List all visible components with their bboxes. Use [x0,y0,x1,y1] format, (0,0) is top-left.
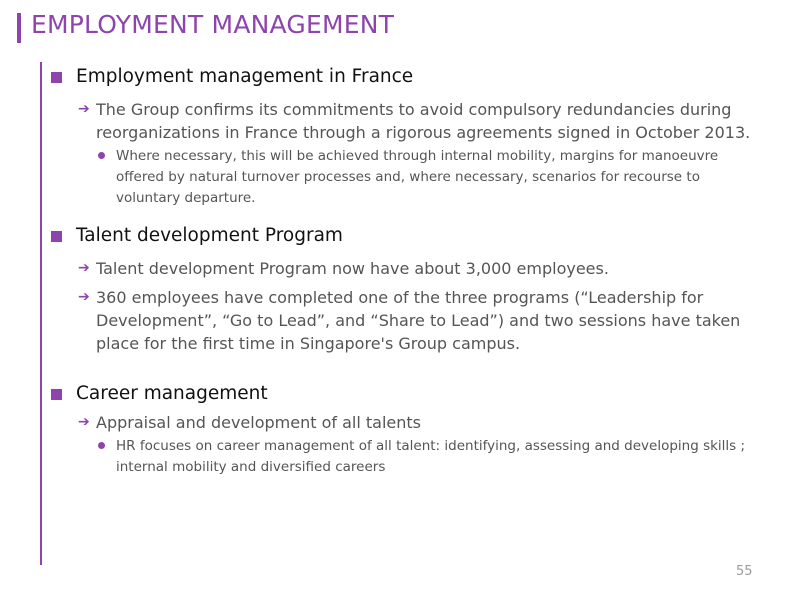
square-bullet-icon [51,231,62,242]
section-heading-row [48,381,768,407]
section-heading-row [48,64,768,90]
section-employment-france [48,64,768,209]
slide-content [48,64,768,478]
sub-bullet-item [96,146,768,209]
bullet-text: 360 employees have completed one of the three programs (“Leadership for Development”, “Go to Lead”, and “Share to Lead”) and two sessions have taken place for the first time in Singapore's Group campus. [96,288,741,353]
title-accent-bar [17,13,21,43]
bullet-item [78,98,768,144]
bullet-text: Talent development Program now have about 3,000 employees. [96,259,609,278]
bullet-item [78,286,768,355]
square-bullet-icon [51,72,62,83]
sub-bullet-item [96,436,768,478]
section-heading: Employment management in France [76,66,414,87]
left-accent-rule [40,62,42,565]
section-heading-row [48,223,768,249]
bullet-item [78,257,768,280]
section-career-management [48,381,768,478]
right-arrow-icon: ➔ [78,414,90,430]
section-talent-development [48,223,768,355]
right-arrow-icon: ➔ [78,260,90,276]
square-bullet-icon [51,389,62,400]
bullet-text: The Group confirms its commitments to avoid compulsory redundancies during reorganizations in France through a rigorous agreements signed in October 2013. [96,100,751,142]
bullet-text: Appraisal and development of all talents [96,413,421,432]
bullet-item [78,411,768,434]
section-heading: Talent development Program [76,225,343,246]
right-arrow-icon: ➔ [78,289,90,305]
sub-bullet-text: Where necessary, this will be achieved through internal mobility, margins for manoeuvre offered by natural turnover processes and, where necessary, scenarios for recourse to voluntary departure. [116,148,719,206]
slide-title: EMPLOYMENT MANAGEMENT [31,10,395,39]
right-arrow-icon: ➔ [78,101,90,117]
dot-bullet-icon [98,146,108,156]
sub-bullet-text: HR focuses on career management of all talent: identifying, assessing and developing skills ; internal mobility and diversified careers [116,438,746,475]
page-number: 55 [736,564,753,579]
section-heading: Career management [76,383,268,404]
dot-bullet-icon [98,436,108,446]
